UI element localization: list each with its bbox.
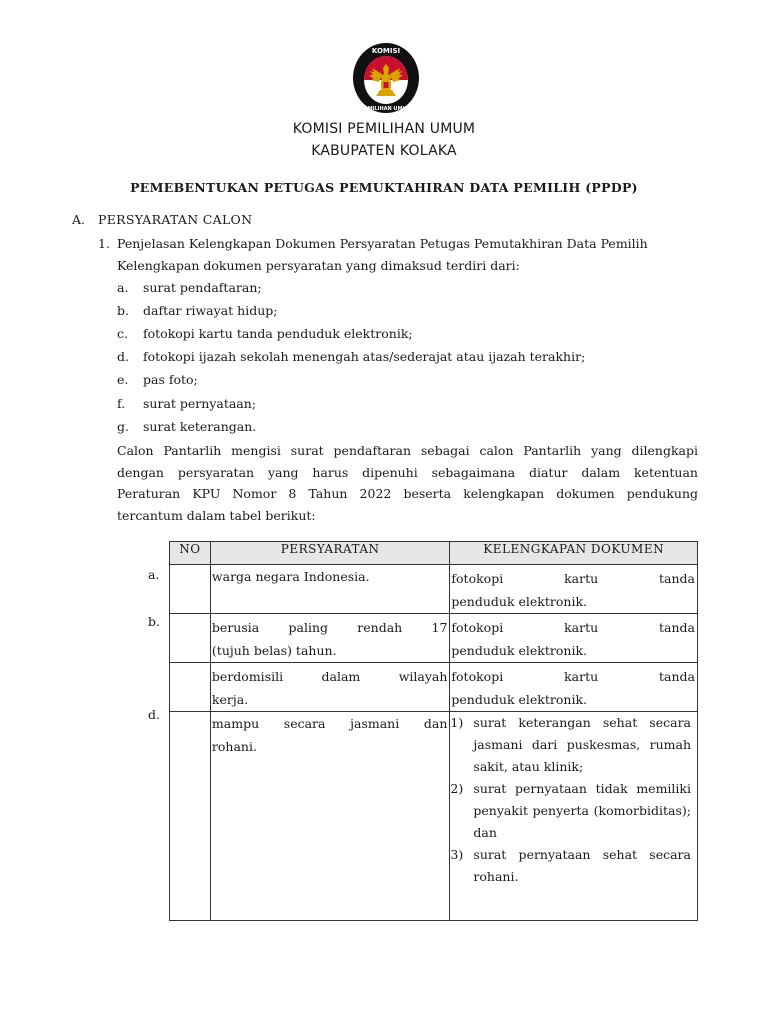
row-label: b.: [148, 614, 160, 629]
no-cell: [170, 565, 211, 614]
cell-line: penduduk elektronik.: [451, 594, 587, 609]
header-no: NO: [170, 542, 211, 565]
cell-line: fotokopi kartu tanda: [451, 620, 695, 635]
list-letter: f.: [117, 396, 126, 411]
table-row: [170, 712, 698, 921]
sublist-text: surat pernyataan tidak memiliki penyakit penyerta (komorbiditas); dan: [473, 781, 691, 840]
cell-line: berdomisili dalam wilayah: [211, 669, 448, 684]
requirement-cell: [210, 565, 449, 614]
list-letter: b.: [117, 303, 129, 318]
list-item: fotokopi ijazah sekolah menengah atas/sederajat atau ijazah terakhir;: [143, 349, 586, 364]
document-title: PEMEBENTUKAN PETUGAS PEMUKTAHIRAN DATA PEMILIH (PPDP): [130, 180, 638, 195]
kpu-logo: [352, 42, 420, 114]
cell-line: penduduk elektronik.: [451, 692, 587, 707]
org-name: KOMISI PEMILIHAN UMUM: [292, 121, 476, 137]
row-label: a.: [148, 567, 160, 582]
sublist-text: surat pernyataan sehat secara rohani.: [473, 847, 691, 884]
requirement-cell: [210, 712, 449, 921]
table-row: [170, 663, 698, 712]
requirement-cell: [210, 614, 449, 663]
document-cell: [450, 614, 698, 663]
requirements-table: [169, 541, 698, 921]
cell-line: fotokopi kartu tanda: [451, 571, 695, 586]
no-cell: [170, 712, 211, 921]
list-item: pas foto;: [143, 372, 198, 387]
list-letter: d.: [117, 349, 129, 364]
sublist-item: [450, 778, 697, 844]
cell-line: fotokopi kartu tanda: [451, 669, 695, 684]
org-regency: KABUPATEN KOLAKA: [311, 143, 457, 159]
paragraph-line: Calon Pantarlih mengisi surat pendaftaran sebagai calon Pantarlih yang dilengkapi: [117, 443, 698, 458]
row-label: d.: [148, 707, 160, 722]
header-requirements: PERSYARATAN: [210, 542, 449, 565]
list-item: daftar riwayat hidup;: [143, 303, 278, 318]
document-cell: [450, 663, 698, 712]
list-item: surat pernyataan;: [143, 396, 257, 411]
table-row: [170, 614, 698, 663]
item-title: Penjelasan Kelengkapan Dokumen Persyaratan Petugas Pemutakhiran Data Pemilih: [117, 236, 648, 251]
cell-line: warga negara Indonesia.: [211, 569, 370, 584]
item-number: 1.: [98, 236, 110, 251]
cell-line: (tujuh belas) tahun.: [211, 643, 337, 658]
sublist-item: [450, 844, 697, 888]
list-item: surat pendaftaran;: [143, 280, 262, 295]
sublist-number: 3): [450, 847, 464, 862]
table-row: [170, 565, 698, 614]
sublist-number: 2): [450, 781, 464, 796]
list-letter: g.: [117, 419, 129, 434]
document-sublist: [450, 712, 697, 888]
sublist-number: 1): [450, 715, 464, 730]
list-letter: c.: [117, 326, 128, 341]
paragraph-line: Peraturan KPU Nomor 8 Tahun 2022 beserta kelengkapan dokumen pendukung: [117, 486, 698, 501]
sublist-text: surat keterangan sehat secara jasmani dari puskesmas, rumah sakit, atau klinik;: [473, 715, 691, 774]
section-heading: PERSYARATAN CALON: [98, 212, 253, 227]
no-cell: [170, 614, 211, 663]
list-item: fotokopi kartu tanda penduduk elektronik;: [143, 326, 413, 341]
requirement-cell: [210, 663, 449, 712]
cell-line: kerja.: [211, 692, 249, 707]
cell-line: mampu secara jasmani dan: [211, 716, 448, 731]
description-paragraph: [117, 440, 698, 526]
list-letter: a.: [117, 280, 129, 295]
header-documents: KELENGKAPAN DOKUMEN: [450, 542, 698, 565]
cell-line: berusia paling rendah 17: [211, 620, 448, 635]
logo-arc-top: KOMISI: [371, 47, 401, 55]
paragraph-line: dengan persyaratan yang harus dipenuhi sebagaimana diatur dalam ketentuan: [117, 464, 698, 480]
no-cell: [170, 663, 211, 712]
table-header-row: [170, 542, 698, 565]
list-item: surat keterangan.: [143, 419, 257, 434]
logo-arc-bottom: PEMILIHAN UMUM: [360, 106, 412, 112]
document-cell: [450, 565, 698, 614]
section-letter: A.: [72, 212, 86, 227]
cell-line: penduduk elektronik.: [451, 643, 587, 658]
document-cell: [450, 712, 698, 921]
item-intro: Kelengkapan dokumen persyaratan yang dimaksud terdiri dari:: [117, 258, 520, 273]
cell-line: rohani.: [211, 739, 257, 754]
sublist-item: [450, 712, 697, 778]
paragraph-line: tercantum dalam tabel berikut:: [117, 507, 316, 523]
list-letter: e.: [117, 372, 129, 387]
